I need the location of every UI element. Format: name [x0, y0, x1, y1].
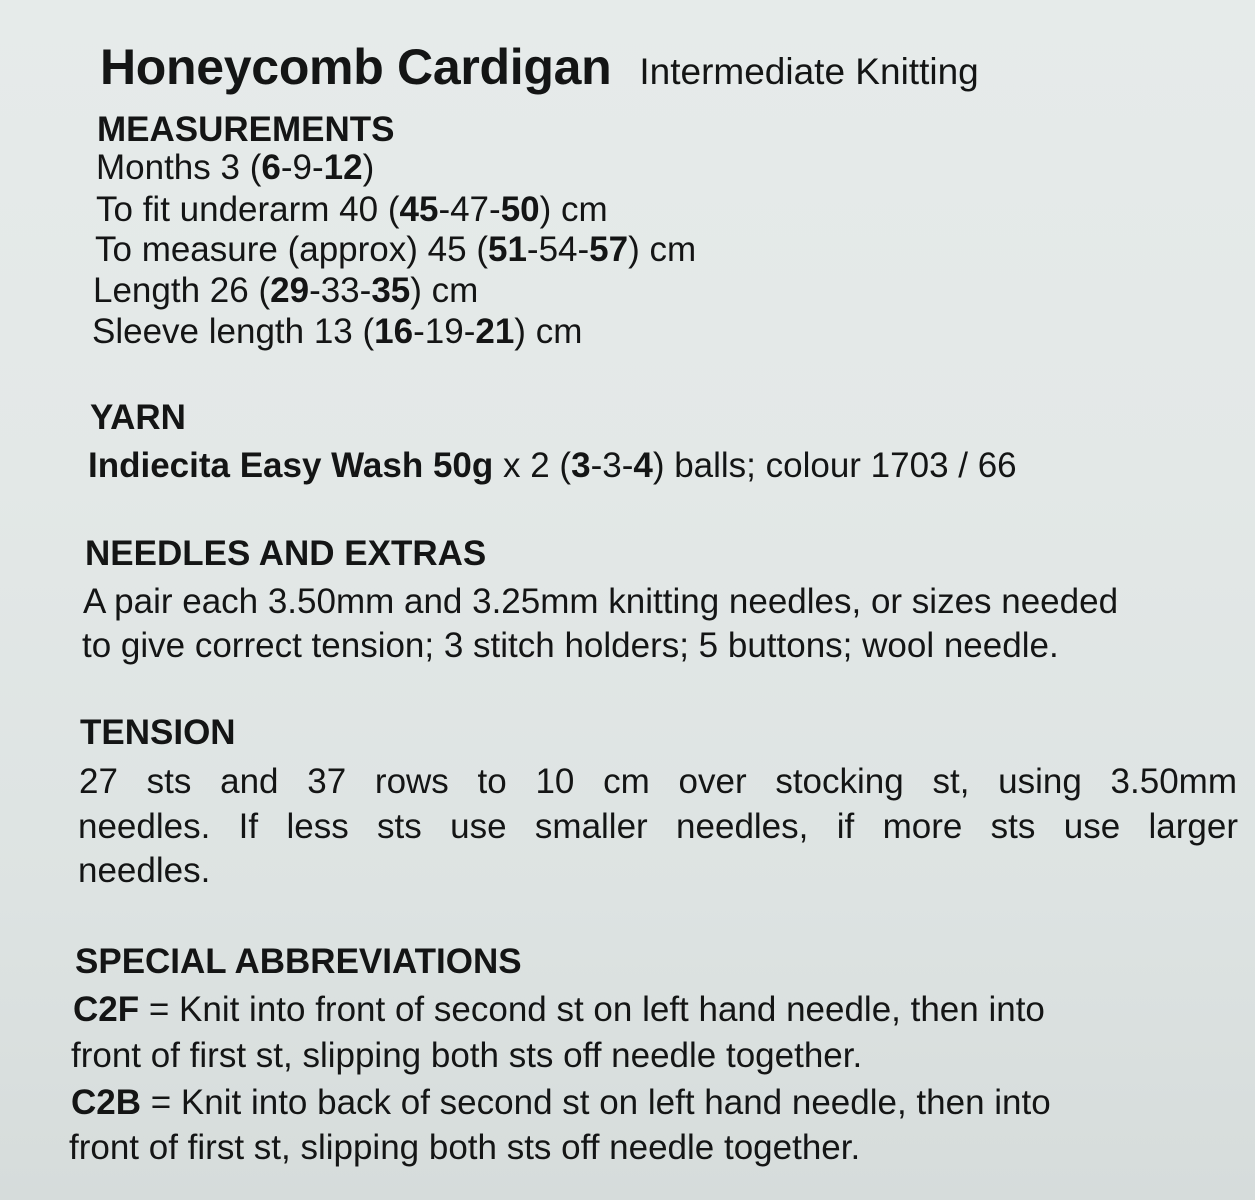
needles-heading: NEEDLES AND EXTRAS [85, 534, 487, 573]
yarn-line: Indiecita Easy Wash 50g x 2 (3-3-4) balls; colour 1703 / 66 [88, 446, 1017, 485]
measurement-sleeve: Sleeve length 13 (16-19-21) cm [92, 312, 583, 351]
tension-line-3: needles. [78, 851, 211, 890]
measurement-length: Length 26 (29-33-35) cm [93, 271, 479, 310]
pattern-title: Honeycomb Cardigan [100, 39, 612, 95]
measurement-underarm: To fit underarm 40 (45-47-50) cm [96, 190, 608, 229]
needles-line-1: A pair each 3.50mm and 3.25mm knitting needles, or sizes needed [83, 582, 1119, 621]
title-row [100, 38, 979, 96]
needles-line-2: to give correct tension; 3 stitch holders; 5 buttons; wool needle. [82, 626, 1059, 665]
tension-heading: TENSION [80, 713, 236, 752]
measurement-months: Months 3 (6-9-12) [96, 148, 375, 187]
tension-line-1: 27 sts and 37 rows to 10 cm over stocking st, using 3.50mm [79, 762, 1237, 801]
measurements-heading: MEASUREMENTS [97, 110, 395, 149]
abbreviation-c2f-line-1: C2F = Knit into front of second st on left hand needle, then into [73, 990, 1045, 1029]
abbreviation-c2f-line-2: front of first st, slipping both sts off needle together. [71, 1036, 863, 1075]
skill-level: Intermediate Knitting [639, 51, 979, 92]
yarn-heading: YARN [90, 398, 186, 437]
abbreviations-heading: SPECIAL ABBREVIATIONS [75, 942, 522, 981]
abbreviation-c2b-line-2: front of first st, slipping both sts off needle together. [69, 1128, 861, 1167]
abbreviation-c2b-line-1: C2B = Knit into back of second st on left hand needle, then into [71, 1083, 1051, 1122]
measurement-to-measure: To measure (approx) 45 (51-54-57) cm [95, 230, 697, 269]
tension-line-2: needles. If less sts use smaller needles, if more sts use larger [78, 807, 1238, 846]
